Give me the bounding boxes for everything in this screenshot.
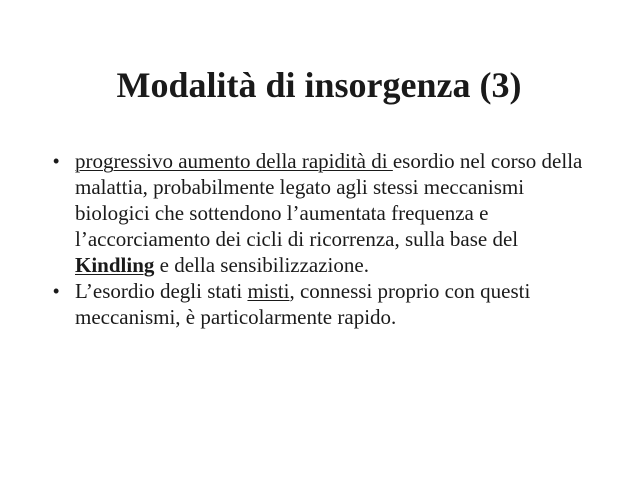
text-run: , connessi proprio con questi meccanismi, è particolarmente rapido. <box>75 279 531 329</box>
bullet-list <box>52 148 592 330</box>
text-run: L’esordio degli stati <box>75 279 248 303</box>
misti-term: misti <box>247 279 290 303</box>
kindling-term: Kindling <box>75 253 155 277</box>
text-run: esordio nel corso della malattia, probabilmente legato agli stessi meccanismi biologici che sottendono l’aumentata frequenza e l’accorciamento dei cicli di ricorrenza, sulla base del <box>75 149 583 251</box>
bullet-text-1 <box>75 149 582 277</box>
bullet-icon: • <box>53 281 60 301</box>
bullet-item-2 <box>52 278 592 330</box>
bullet-item-1 <box>52 148 592 278</box>
text-run: e della sensibilizzazione. <box>154 253 369 277</box>
underlined-phrase: progressivo aumento della rapidità di <box>75 149 393 173</box>
bullet-text-2 <box>75 279 530 329</box>
slide-title: Modalità di insorgenza (3) <box>116 65 522 105</box>
bullet-icon: • <box>53 151 60 171</box>
